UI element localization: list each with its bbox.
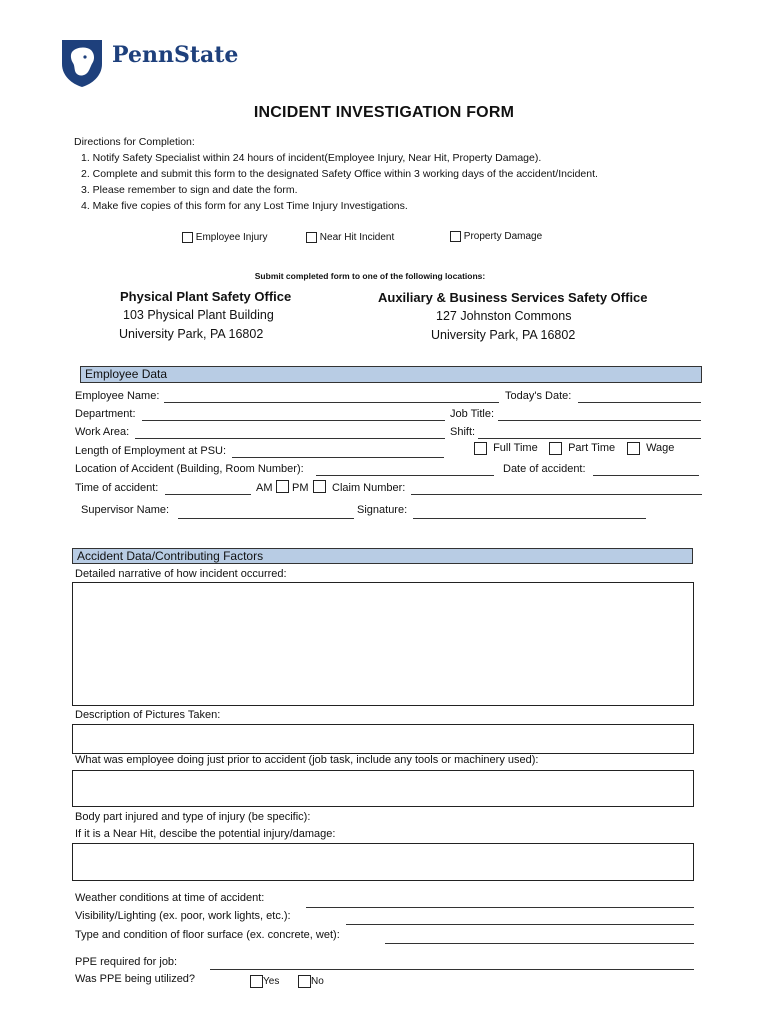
todays-date-label: Today's Date:: [505, 390, 572, 402]
location-of-accident-field[interactable]: [316, 475, 494, 476]
left-location-city: University Park, PA 16802: [119, 327, 264, 341]
direction-item: 2. Complete and submit this form to the designated Safety Office within 3 working days of the accident/Incident.: [81, 168, 598, 180]
ppe-utilized-label: Was PPE being utilized?: [75, 973, 196, 985]
supervisor-name-label: Supervisor Name:: [81, 504, 170, 516]
right-location-address: 127 Johnston Commons: [436, 309, 572, 323]
direction-item: 3. Please remember to sign and date the form.: [81, 184, 298, 196]
weather-field[interactable]: [306, 907, 694, 908]
claim-number-field[interactable]: [411, 494, 702, 495]
ppe-no-checkbox[interactable]: [298, 975, 311, 988]
narrative-label: Detailed narrative of how incident occurred:: [75, 568, 287, 580]
pm-checkbox[interactable]: [313, 480, 326, 493]
time-of-accident-label: Time of accident:: [75, 482, 159, 494]
body-part-label: Body part injured and type of injury (be specific):: [75, 811, 311, 823]
ppe-required-label: PPE required for job:: [75, 956, 178, 968]
ppe-no-option: [298, 975, 324, 988]
supervisor-name-field[interactable]: [178, 518, 354, 519]
employee-name-field[interactable]: [164, 402, 499, 403]
floor-label: Type and condition of floor surface (ex. concrete, wet):: [75, 929, 340, 941]
injury-description-textarea[interactable]: [72, 843, 694, 881]
visibility-label: Visibility/Lighting (ex. poor, work lights, etc.):: [75, 910, 291, 922]
todays-date-field[interactable]: [578, 402, 701, 403]
part-time-option: [549, 442, 615, 455]
floor-field[interactable]: [385, 943, 694, 944]
near-hit-label: Near Hit Incident: [319, 232, 395, 244]
am-label: AM: [256, 482, 273, 494]
job-title-field[interactable]: [498, 420, 701, 421]
narrative-textarea[interactable]: [72, 582, 694, 706]
visibility-field[interactable]: [346, 924, 694, 925]
employee-injury-option: [182, 232, 267, 243]
direction-item: 1. Notify Safety Specialist within 24 hours of incident(Employee Injury, Near Hit, Property Damage).: [81, 152, 542, 164]
full-time-option: [474, 442, 538, 455]
length-of-employment-label: Length of Employment at PSU:: [75, 445, 227, 457]
work-area-field[interactable]: [135, 438, 445, 439]
work-area-label: Work Area:: [75, 426, 130, 438]
full-time-label: Full Time: [493, 442, 538, 455]
right-location-name: Auxiliary & Business Services Safety Office: [378, 290, 648, 305]
full-time-checkbox[interactable]: [474, 442, 487, 455]
claim-number-label: Claim Number:: [332, 482, 406, 494]
pictures-label: Description of Pictures Taken:: [75, 709, 221, 721]
weather-label: Weather conditions at time of accident:: [75, 892, 265, 904]
nittany-lion-shield-icon: [60, 38, 104, 88]
time-of-accident-field[interactable]: [165, 494, 251, 495]
ppe-yes-checkbox[interactable]: [250, 975, 263, 988]
property-damage-label: Property Damage: [463, 231, 543, 243]
ppe-yes-option: [250, 975, 279, 988]
near-hit-description-label: If it is a Near Hit, descibe the potential injury/damage:: [75, 828, 336, 840]
form-title: INCIDENT INVESTIGATION FORM: [253, 104, 515, 121]
employee-data-header: [80, 366, 702, 383]
near-hit-option: [306, 232, 394, 243]
ppe-yes-label: Yes: [263, 976, 280, 988]
job-title-label: Job Title:: [450, 408, 495, 420]
date-of-accident-label: Date of accident:: [503, 463, 586, 475]
right-location-city: University Park, PA 16802: [431, 328, 576, 342]
left-location-address: 103 Physical Plant Building: [123, 308, 274, 322]
ppe-required-field[interactable]: [210, 969, 694, 970]
property-damage-option: [450, 231, 542, 242]
pictures-textarea[interactable]: [72, 724, 694, 754]
signature-label: Signature:: [357, 504, 408, 516]
am-checkbox[interactable]: [276, 480, 289, 493]
length-of-employment-field[interactable]: [232, 457, 444, 458]
part-time-checkbox[interactable]: [549, 442, 562, 455]
wage-label: Wage: [646, 442, 675, 455]
accident-data-title: Accident Data/Contributing Factors: [77, 549, 264, 563]
signature-field[interactable]: [413, 518, 646, 519]
pm-label: PM: [292, 482, 309, 494]
brand-name: PennState: [112, 42, 239, 68]
accident-data-header: [72, 548, 693, 564]
employee-data-title: Employee Data: [85, 367, 168, 381]
prior-activity-label: What was employee doing just prior to accident (job task, include any tools or machinery used):: [75, 754, 539, 766]
date-of-accident-field[interactable]: [593, 475, 699, 476]
submit-note: Submit completed form to one of the following locations:: [254, 271, 486, 281]
wage-checkbox[interactable]: [627, 442, 640, 455]
department-label: Department:: [75, 408, 136, 420]
left-location-name: Physical Plant Safety Office: [120, 289, 292, 304]
property-damage-checkbox[interactable]: [450, 231, 461, 242]
employee-injury-label: Employee Injury: [195, 232, 268, 244]
near-hit-checkbox[interactable]: [306, 232, 317, 243]
employee-injury-checkbox[interactable]: [182, 232, 193, 243]
employee-name-label: Employee Name:: [75, 390, 160, 402]
prior-activity-textarea[interactable]: [72, 770, 694, 807]
location-of-accident-label: Location of Accident (Building, Room Number):: [75, 463, 304, 475]
shift-label: Shift:: [450, 426, 476, 438]
direction-item: 4. Make five copies of this form for any Lost Time Injury Investigations.: [81, 200, 408, 212]
ppe-no-label: No: [311, 976, 324, 988]
part-time-label: Part Time: [568, 442, 616, 455]
department-field[interactable]: [142, 420, 445, 421]
directions-heading: Directions for Completion:: [74, 136, 195, 148]
shift-field[interactable]: [478, 438, 701, 439]
wage-option: [627, 442, 674, 455]
